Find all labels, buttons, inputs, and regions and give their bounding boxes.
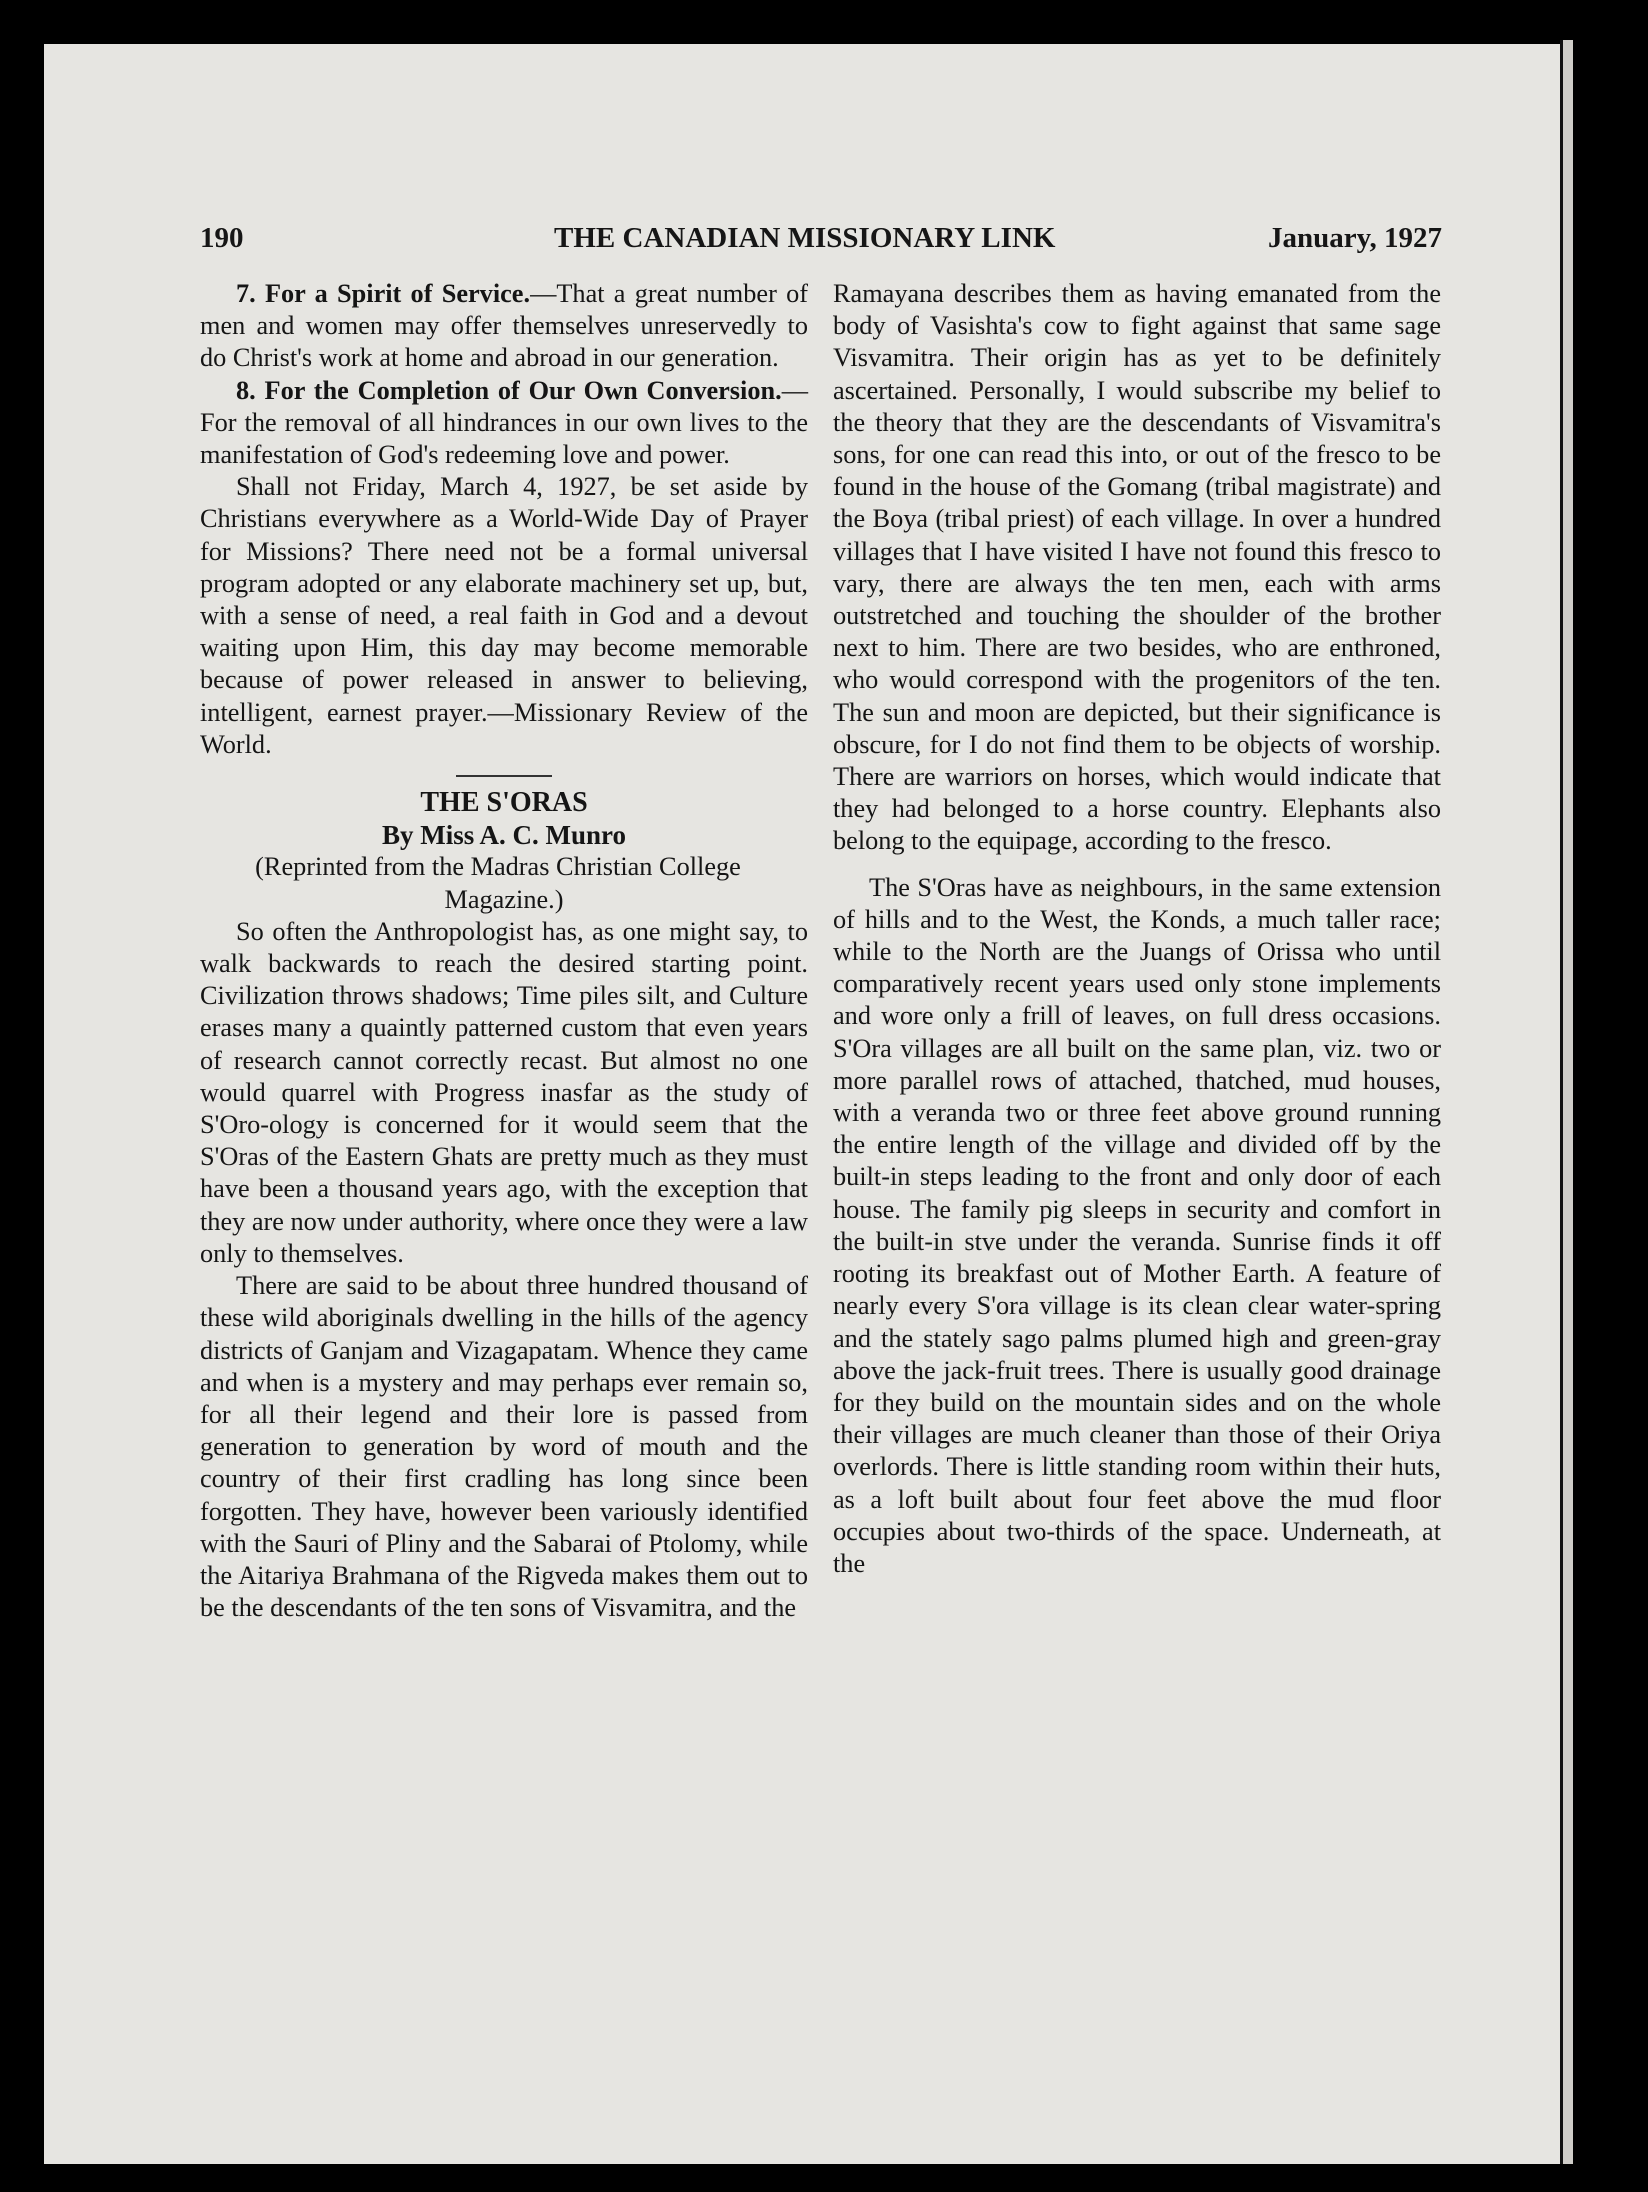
article-paragraph: So often the Anthropologist has, as one might say, to walk backwards to reach the desired starting point. Civilization throws shadows; Time piles silt, and Culture erases many a quaintly patterned custom that even years of research cannot correctly recast. But almost no one would quarrel with Progress inasfar as the study of S'Oro-ology is concerned for it would seem that the S'Oras of the Eastern Ghats are pretty much as they must have been a thousand years ago, with the exception that they are now under authority, where once they were a law only to themselves. xyxy=(200,916,808,1268)
friday-paragraph: Shall not Friday, March 4, 1927, be set aside by Christians everywhere as a World-Wide Day of Prayer for Missions? There need not be a formal universal program adopted or any elaborate machinery set up, but, with a sense of need, a real faith in God and a devout waiting upon Him, this day may become memorable because of power released in answer to believing, intelligent, earnest prayer.—Missionary Review of the World. xyxy=(200,472,808,759)
issue-date: January, 1927 xyxy=(1267,222,1442,254)
article-byline: By Miss A. C. Munro xyxy=(381,820,627,851)
item-7-body: —That a great number of men and women may offer themselves unreservedly to do Christ's work at home and abroad in our generation. xyxy=(200,279,808,373)
prayer-item-7 xyxy=(200,278,808,375)
publication-title: THE CANADIAN MISSIONARY LINK xyxy=(554,222,1056,254)
item-8-title: 8. For the Completion of Our Own Conversion. xyxy=(236,375,782,405)
reprint-note: (Reprinted from the Madras Christian College Magazine.) xyxy=(255,852,741,914)
prayer-item-8 xyxy=(200,375,808,472)
item-8-body: —For the removal of all hindrances in our own lives to the manifestation of God's redeeming love and power. xyxy=(200,375,808,470)
article-paragraph: The S'Oras have as neighbours, in the same extension of hills and to the West, the Konds, a much taller race; while to the North are the Juangs of Orissa who until comparatively recent years used only stone implements and wore only a frill of leaves, on full dress occasions. S'Ora villages are all built on the same plan, viz. two or more parallel rows of attached, thatched, mud houses, with a veranda two or three feet above ground running the entire length of the village and divided off by the built-in steps leading to the front and only door of each house. The family pig sleeps in security and comfort in the built-in stve under the veranda. Sunrise finds it off rooting its breakfast out of Mother Earth. A feature of nearly every S'ora village is its clean clear water-spring and the stately sago palms plumed high and green-gray above the jack-fruit trees. There is usually good drainage for they build on the mountain sides and on the whole their villages are much cleaner than those of their Oriya overlords. There is little standing room within their huts, as a loft built about four feet above the mud floor occupies about two-thirds of the space. Underneath, at the xyxy=(833,872,1441,1578)
article-paragraph: Ramayana describes them as having emanated from the body of Vasishta's cow to fight against that same sage Visvamitra. Their origin has as yet to be definitely ascertained. Personally, I would subscribe my belief to the theory that they are the descendants of Visvamitra's sons, for one can read this into, or out of the fresco to be found in the house of the Gomang (tribal magistrate) and the Boya (tribal priest) of each village. In over a hundred villages that I have visited I have not found this fresco to vary, there are always the ten men, each with arms outstretched and touching the shoulder of the brother next to him. There are two besides, who are enthroned, who would correspond with the progenitors of the ten. The sun and moon are depicted, but their significance is obscure, for I do not find them to be objects of worship. There are warriors on horses, which would indicate that they had belonged to a horse country. Elephants also belong to the equipage, according to the fresco. xyxy=(833,279,1441,856)
running-header xyxy=(200,222,1442,262)
item-7-title: 7. For a Spirit of Service. xyxy=(236,279,531,308)
section-divider xyxy=(456,775,552,777)
article-paragraph: There are said to be about three hundred thousand of these wild aboriginals dwelling in the hills of the agency districts of Ganjam and Vizagapatam. Whence they came and when is a mystery and may perhaps ever remain so, for all their legend and their lore is passed from generation to generation by word of mouth and the country of their first cradling has long since been forgotten. They have, however been variously identified with the Sauri of Pliny and the Sabarai of Ptolomy, while the Aitariya Brahmana of the Rigveda makes them out to be the descendants of the ten sons of Visvamitra, and the xyxy=(200,1271,808,1623)
page-number: 190 xyxy=(200,222,244,254)
right-column xyxy=(833,278,1441,1580)
left-column xyxy=(200,278,808,1624)
article-title: THE S'ORAS xyxy=(420,787,588,819)
adjacent-page-edge xyxy=(1560,40,1573,2164)
